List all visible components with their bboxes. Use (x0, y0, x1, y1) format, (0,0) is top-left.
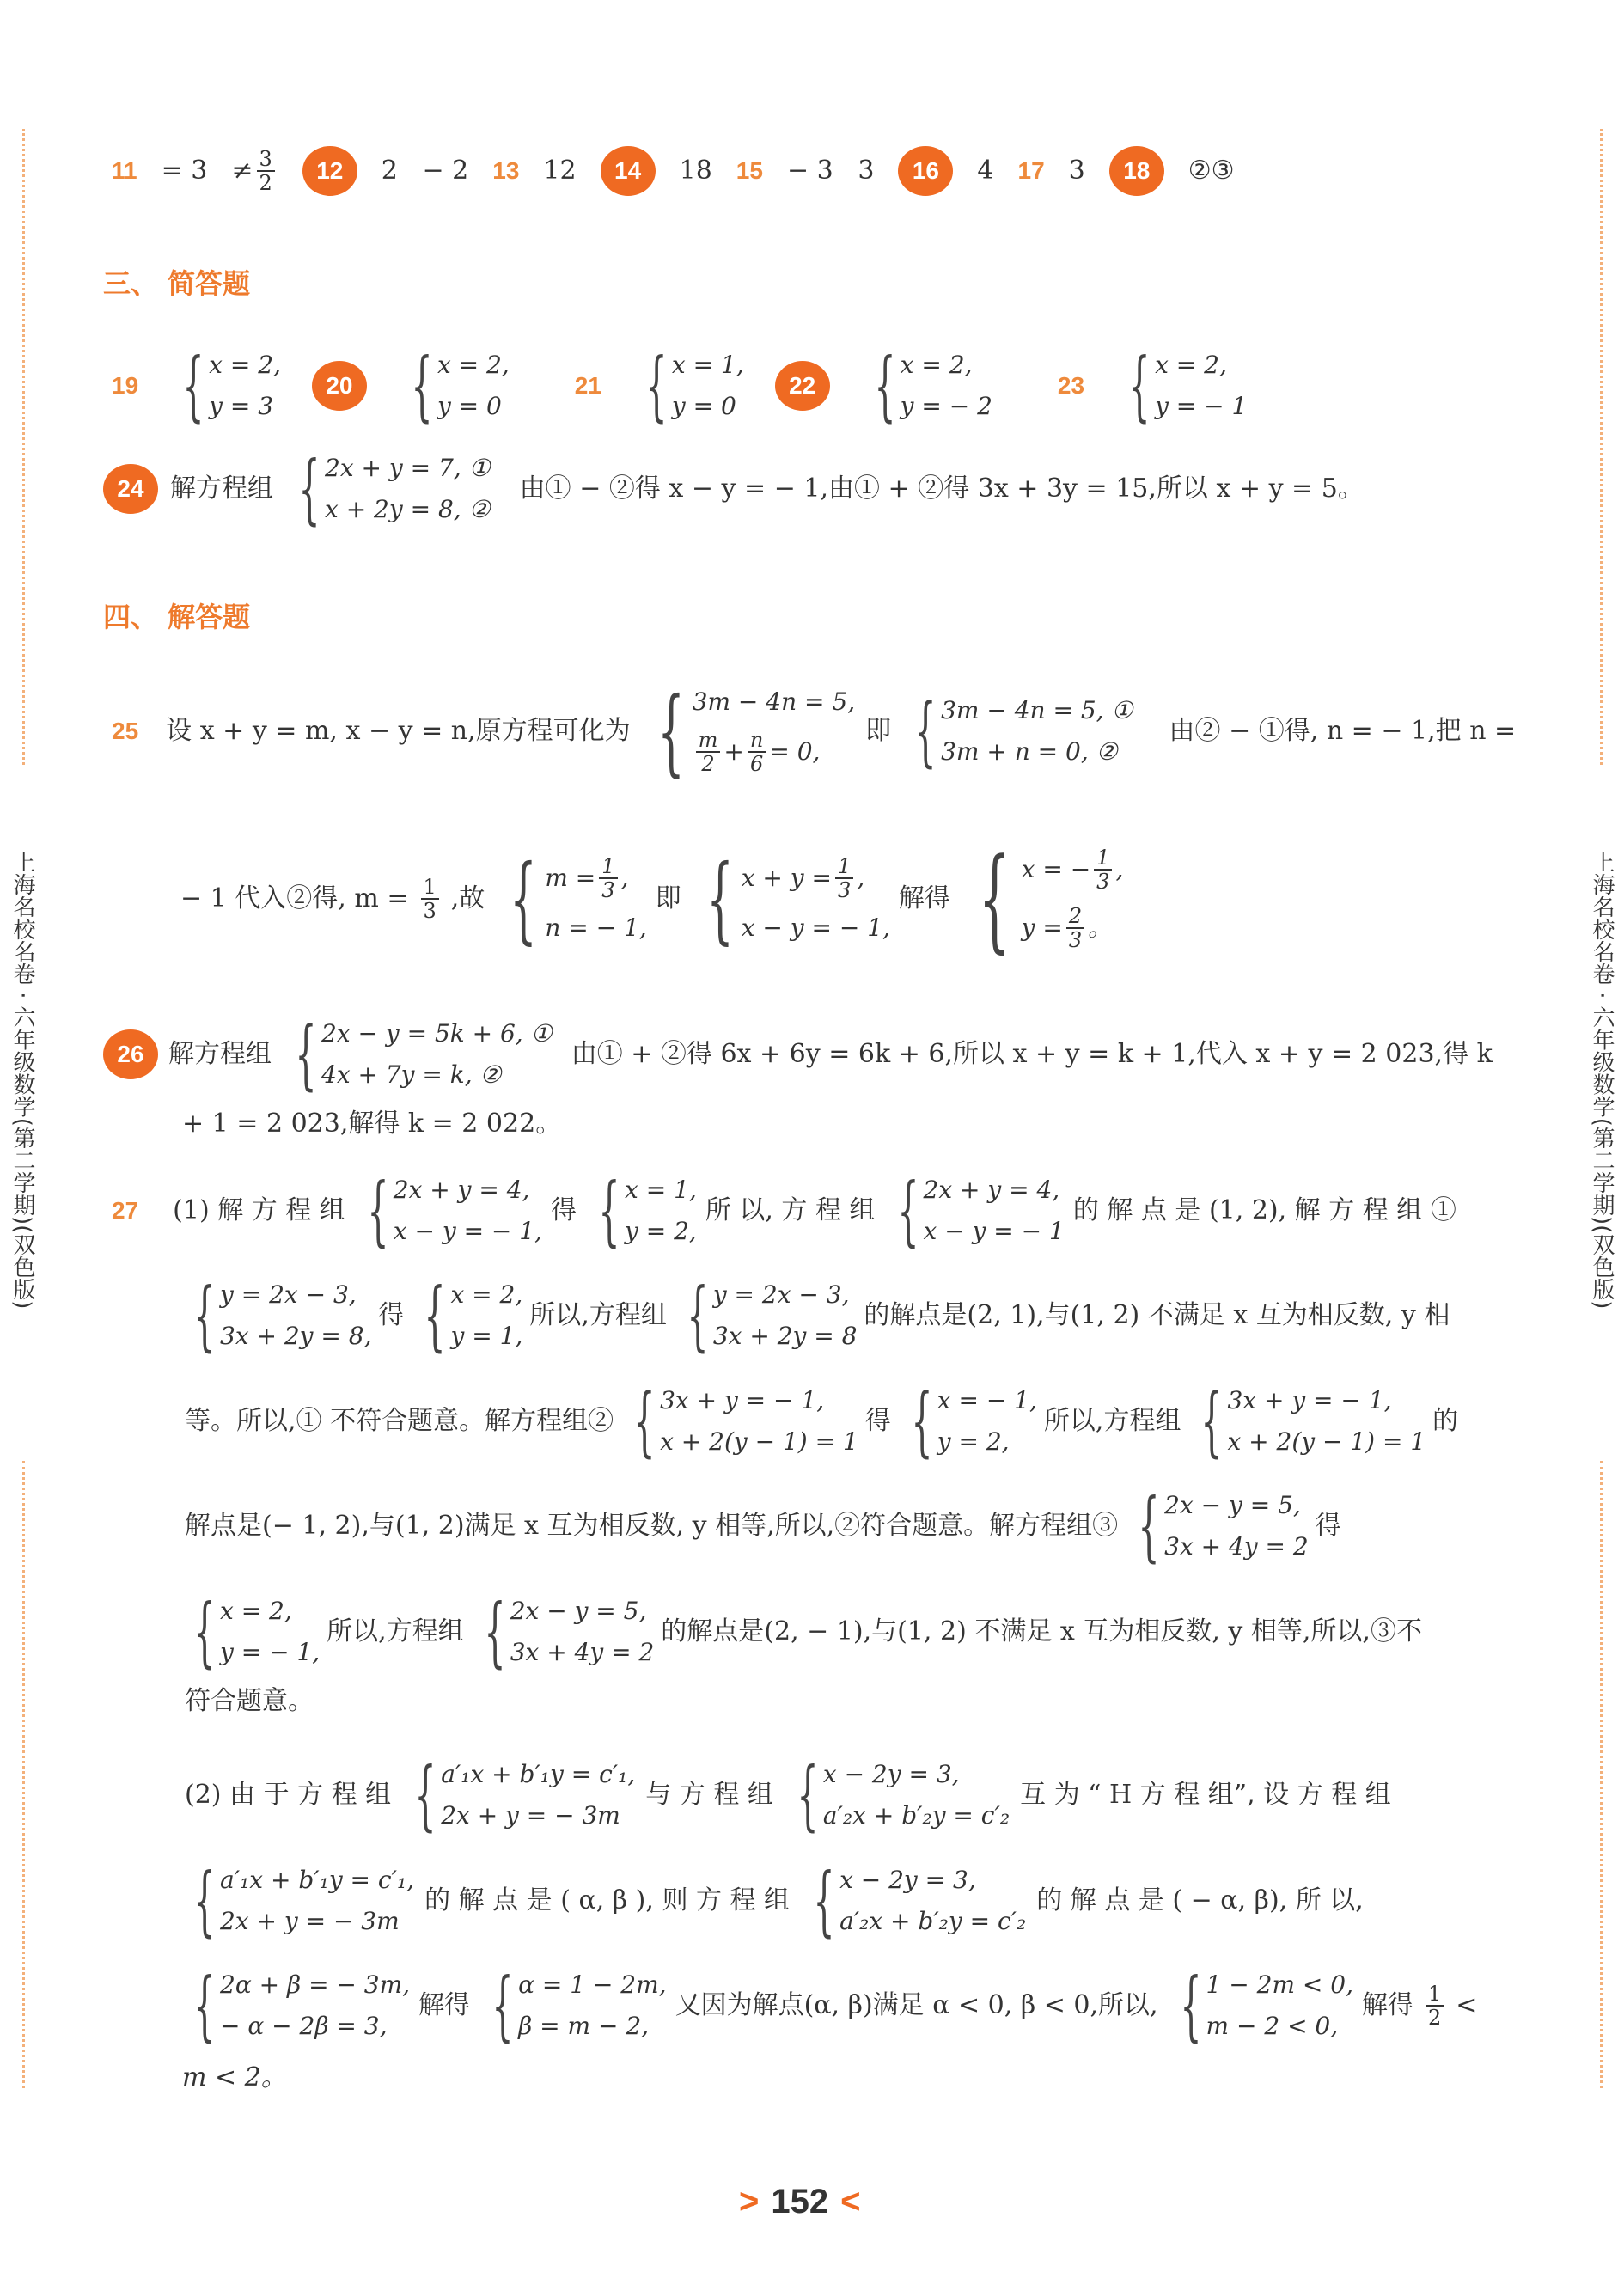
question-badge-20: 20 (312, 361, 367, 411)
answer-system-22: { x = 2, y = − 2 (874, 341, 992, 430)
answer-27-text-4: 解点是(− 1, 2),与(1, 2)满足 x 互为相反数, y 相等,所以,②符合题意。解方程组③ (185, 1511, 1119, 1541)
question-number-27: 27 (112, 1197, 139, 1224)
answer-27-and-system: 与 方 程 组 (645, 1780, 773, 1810)
answer-27-get-3: 得 (864, 1406, 891, 1436)
answer-27-less-than: < (1456, 1990, 1478, 2020)
question-badge-24: 24 (103, 464, 158, 514)
answer-27-system-r: { α = 1 − 2m, β = m − 2, (491, 1961, 667, 2050)
page-number: 152 (771, 2183, 829, 2221)
answer-27-system-s: { 1 − 2m < 0, m − 2 < 0, (1179, 1961, 1353, 2050)
answer-27-system-i: { 3x + y = − 1, x + 2(y − 1) = 1 (1200, 1377, 1426, 1465)
answer-27-solve-final: 解得 (1361, 1990, 1413, 2020)
answer-system-19: { x = 2, y = 3 (182, 341, 281, 430)
answer-25-system-3: { m = $\frac{1}{3}$ , n = − 1, (510, 844, 647, 954)
question-badge-26: 26 (103, 1029, 158, 1079)
answer-system-21: { x = 1, y = 0 (645, 341, 744, 430)
answer-25-therefore: ,故 (450, 883, 485, 913)
answer-26-text-2: + 1 = 2 023,解得 k = 2 022。 (182, 1109, 562, 1139)
question-number-17: 17 (1017, 157, 1045, 184)
answer-27-tail-8: 的 解 点 是 ( − α, β), 所 以, (1036, 1885, 1364, 1915)
answer-25-ie-2: 即 (655, 883, 681, 913)
question-number-23: 23 (1057, 372, 1085, 399)
answer-system-20: { x = 2, y = 0 (411, 341, 510, 430)
answer-27-system-h: { x = − 1, y = 2, (911, 1377, 1037, 1465)
answer-27-line-5 (180, 1587, 1422, 1676)
answer-17: 3 (1068, 156, 1085, 186)
question-number-13: 13 (492, 157, 520, 184)
answer-18: ②③ (1187, 156, 1235, 186)
answer-16: 4 (977, 156, 994, 186)
answer-25-ie: 即 (865, 716, 892, 746)
answer-27-line-7 (185, 1750, 1391, 1839)
answer-27-line-1 (112, 1166, 1456, 1255)
answer-27-system-m: { a′₁x + b′₁y = c′₁, 2x + y = − 3m (414, 1750, 636, 1839)
answer-27-line-4 (185, 1482, 1341, 1570)
answer-27-tail-5: 的解点是(2, − 1),与(1, 2) 不满足 x 互为相反数, y 相等,所以,③不 (661, 1616, 1422, 1646)
answer-27-system-n: { x − 2y = 3, a′₂x + b′₂y = c′₂ (797, 1750, 1010, 1839)
question-badge-12: 12 (302, 146, 357, 196)
answer-27-tail-2: 的解点是(2, 1),与(1, 2) 不满足 x 互为相反数, y 相 (864, 1300, 1450, 1330)
answer-27-text-8: 的 解 点 是 ( α, β ), 则 方 程 组 (424, 1885, 791, 1915)
answer-27-so-3: 所以,方程组 (1043, 1406, 1181, 1436)
question-badge-14: 14 (601, 146, 656, 196)
answer-25-system-4: { x + y = $\frac{1}{3}$ , x − y = − 1, (705, 844, 890, 954)
answer-27-system-a: { 2x + y = 4, x − y = − 1, (367, 1166, 543, 1255)
answer-27-text-6: 符合题意。 (185, 1686, 314, 1716)
answer-26-line-1 (103, 1010, 1493, 1098)
right-dotted-guide-bottom (1600, 1461, 1603, 2088)
answer-27-part-2-intro: (2) 由 于 方 程 组 (185, 1780, 392, 1810)
question-badge-18: 18 (1109, 146, 1164, 196)
question-number-19: 19 (112, 372, 139, 399)
answer-27-text-10: m < 2。 (182, 2062, 287, 2092)
answer-24 (103, 444, 1364, 533)
answer-13: 12 (543, 156, 577, 186)
answer-27-half: $\frac{1}{2}$ (1426, 1982, 1444, 2029)
side-title-right: 上海名校名卷 · 六年级数学(第二学期)(双色版) (1589, 851, 1615, 1310)
question-number-11: 11 (112, 157, 137, 184)
answer-27-get-4: 得 (1315, 1511, 1341, 1541)
answer-27-get-1: 得 (551, 1195, 577, 1225)
answer-27-tail-1: 的 解 点 是 (1, 2), 解 方 程 组 ① (1072, 1195, 1456, 1225)
answer-27-so-1: 所 以, 方 程 组 (705, 1195, 876, 1225)
question-number-21: 21 (574, 372, 601, 399)
question-number-25: 25 (112, 718, 139, 744)
chevron-right-icon: > (739, 2183, 760, 2221)
answer-27-text-3: 等。所以,① 不符合题意。解方程组② (185, 1406, 614, 1436)
answer-27-system-l: { 2x − y = 5, 3x + 4y = 2 (484, 1587, 655, 1676)
answer-26-system: { 2x − y = 5k + 6, ① 4x + 7y = k, ② (295, 1010, 553, 1098)
answer-25-text-2: − 1 代入②得, m = (180, 883, 409, 913)
answer-15: − 3 3 (786, 156, 875, 186)
answer-26-text-1: 由① + ②得 6x + 6y = 6k + 6,所以 x + y = k + 1,代入 x + y = 2 023,得 k (571, 1039, 1493, 1069)
answer-system-23: { x = 2, y = − 1 (1128, 341, 1248, 430)
chevron-left-icon: < (840, 2183, 861, 2221)
answer-27-system-e: { x = 2, y = 1, (424, 1271, 523, 1359)
left-dotted-guide-bottom (22, 1461, 25, 2088)
answer-25-line-1 (112, 676, 1517, 786)
answer-24-intro: 解方程组 (170, 473, 273, 504)
answer-25-system-1: { 3m − 4n = 5, $\frac{m}{2}$ + $\frac{n}{6}$ = 0, (656, 676, 856, 786)
answer-25-system-2: { 3m − 4n = 5, ① 3m + n = 0, ② (914, 687, 1133, 775)
answer-11a: = 3 (161, 156, 208, 186)
left-dotted-guide-top (22, 129, 25, 765)
side-title-left: 上海名校名卷 · 六年级数学(第二学期)(双色版) (9, 851, 35, 1310)
page-number-footer (739, 2183, 860, 2221)
answer-27-tail-7: 互 为 “ H 方 程 组”, 设 方 程 组 (1020, 1780, 1391, 1810)
answer-25-line-2: − 1 代入②得, m = $\frac{1}{3}$ ,故 { m = $\frac{1}{3}$ , n = − 1, 即 { x + y = $\frac{1}{3}$ , x − y = − 1, 解得 { x = − $\frac{1}{3}$ , y = $\frac{2}{3}$ 。 (180, 834, 1124, 964)
answer-27-line-2 (180, 1271, 1450, 1359)
answer-26-intro: 解方程组 (168, 1039, 272, 1069)
answer-25-intro: 设 x + y = m, x − y = n,原方程可化为 (166, 716, 631, 746)
answer-27-system-q: { 2α + β = − 3m, − α − 2β = 3, (193, 1961, 411, 2050)
answer-12: 2 − 2 (381, 156, 469, 186)
answer-25-text-1: 由② − ①得, n = − 1,把 n = (1169, 716, 1517, 746)
answer-27-line-3 (185, 1377, 1459, 1465)
answer-27-tail-3: 的 (1432, 1406, 1459, 1436)
question-number-15: 15 (736, 157, 763, 184)
answer-27-text-9: 又因为解点(α, β)满足 α < 0, β < 0,所以, (675, 1990, 1158, 2020)
answer-27-system-g: { 3x + y = − 1, x + 2(y − 1) = 1 (633, 1377, 858, 1465)
answers-row-19-23 (112, 341, 1248, 430)
answer-14: 18 (679, 156, 712, 186)
answer-11b: ≠ $\frac{3}{2}$ (231, 148, 278, 194)
answer-24-system: { 2x + y = 7, ① x + 2y = 8, ② (298, 444, 491, 533)
answer-27-system-b: { x = 1, y = 2, (598, 1166, 697, 1255)
question-badge-16: 16 (898, 146, 953, 196)
answer-27-system-c: { 2x + y = 4, x − y = − 1 (896, 1166, 1065, 1255)
answer-27-system-k: { x = 2, y = − 1, (193, 1587, 321, 1676)
answer-27-system-j: { 2x − y = 5, 3x + 4y = 2 (1138, 1482, 1309, 1570)
right-dotted-guide-top (1600, 129, 1603, 765)
answer-27-system-f: { y = 2x − 3, 3x + 2y = 8 (687, 1271, 858, 1359)
answer-27-system-d: { y = 2x − 3, 3x + 2y = 8, (193, 1271, 372, 1359)
answer-25-solve: 解得 (898, 883, 950, 913)
answer-27-system-o: { a′₁x + b′₁y = c′₁, 2x + y = − 3m (193, 1856, 415, 1945)
section-heading-3: 三、 简答题 (103, 267, 251, 300)
question-badge-22: 22 (775, 361, 830, 411)
answer-27-part-1-intro: (1) 解 方 程 组 (173, 1195, 345, 1225)
answer-27-so-2: 所以,方程组 (529, 1300, 667, 1330)
answer-25-system-5: { x = − $\frac{1}{3}$ , y = $\frac{2}{3}$ 。 (978, 834, 1124, 964)
answer-24-text: 由① − ②得 x − y = − 1,由① + ②得 3x + 3y = 15,所以 x + y = 5。 (519, 473, 1364, 504)
answer-27-line-9 (180, 1961, 1478, 2050)
answer-27-so-5: 所以,方程组 (327, 1616, 464, 1646)
answers-row-11-18 (112, 146, 1235, 196)
answer-27-get-2: 得 (378, 1300, 405, 1330)
section-heading-4: 四、 解答题 (103, 601, 251, 633)
answer-27-system-p: { x − 2y = 3, a′₂x + b′₂y = c′₂ (813, 1856, 1027, 1945)
answer-27-solve-9: 解得 (418, 1990, 471, 2020)
answer-27-line-8 (180, 1856, 1364, 1945)
